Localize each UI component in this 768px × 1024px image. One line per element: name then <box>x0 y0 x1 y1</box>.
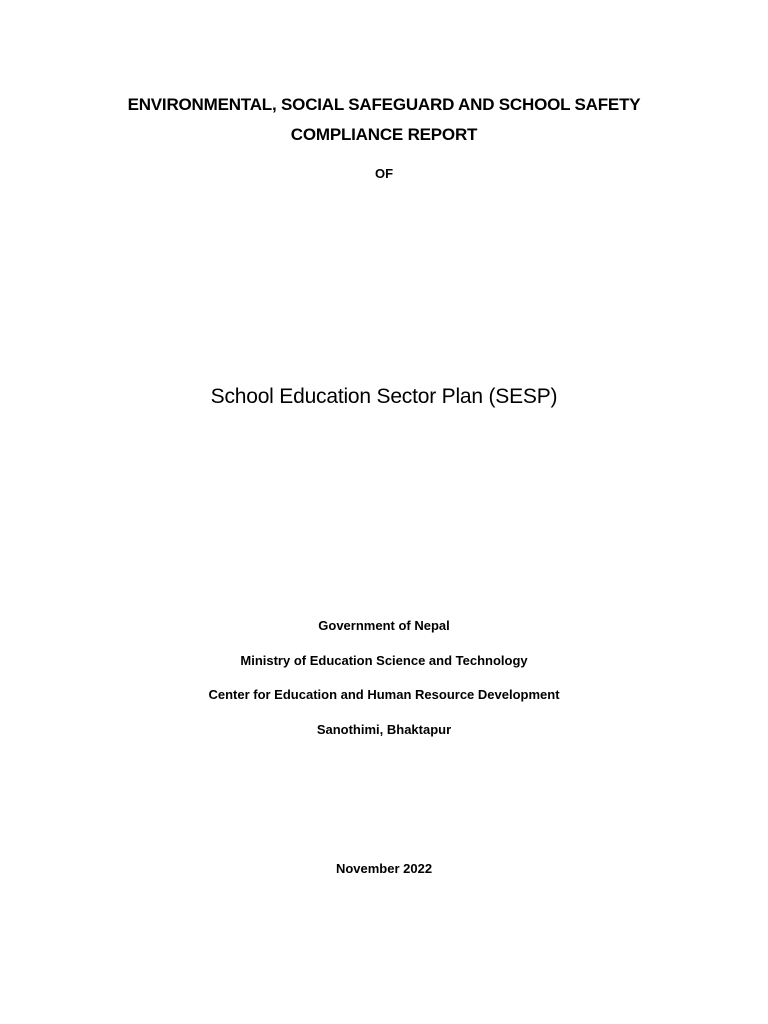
report-date: November 2022 <box>335 861 433 876</box>
of-label: OF <box>374 166 394 181</box>
organization-location: Sanothimi, Bhaktapur <box>316 722 452 737</box>
organization-ministry: Ministry of Education Science and Technology <box>240 653 528 668</box>
plan-title: School Education Sector Plan (SESP) <box>210 385 558 408</box>
organization-center: Center for Education and Human Resource Development <box>208 687 560 702</box>
report-title-line-2: COMPLIANCE REPORT <box>290 125 478 144</box>
organization-government: Government of Nepal <box>318 618 450 633</box>
report-title-line-1: ENVIRONMENTAL, SOCIAL SAFEGUARD AND SCHOOL SAFETY <box>127 95 641 114</box>
